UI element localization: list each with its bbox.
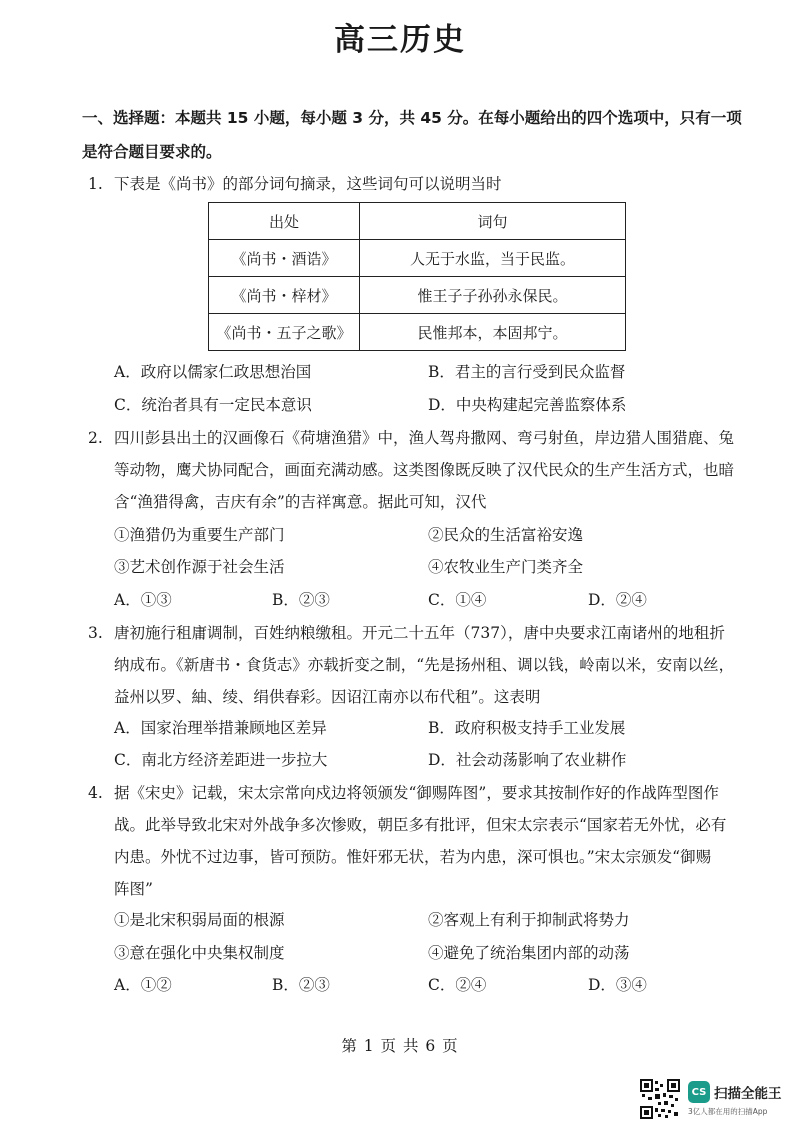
- option-a: A．①③: [114, 591, 172, 609]
- option-b: B．政府积极支持手工业发展: [428, 719, 626, 737]
- page-number: 第 1 页 共 6 页: [341, 1037, 459, 1055]
- page-title: 高三历史: [334, 22, 466, 58]
- statement-item: ④避免了统治集团内部的动荡: [428, 944, 630, 962]
- option-b: B．②③: [272, 976, 330, 994]
- scanner-app-name: 扫描全能王: [714, 1086, 782, 1102]
- option-a: A．①②: [114, 976, 172, 994]
- scanner-tagline: 3亿人都在用的扫描App: [688, 1107, 768, 1116]
- quote-table: [208, 202, 626, 351]
- table-cell: 惟王子子孙孙永保民。: [360, 277, 626, 314]
- table-header: 词句: [360, 203, 626, 240]
- option-a: A．政府以儒家仁政思想治国: [114, 363, 312, 381]
- table-cell: 《尚书・酒诰》: [209, 240, 360, 277]
- statement-item: ①渔猎仍为重要生产部门: [114, 526, 285, 544]
- question-line: 阵图”: [114, 880, 153, 898]
- table-header-row: [209, 203, 626, 240]
- table-row: [209, 240, 626, 277]
- statement-item: ④农牧业生产门类齐全: [428, 558, 584, 576]
- table-row: [209, 277, 626, 314]
- statement-item: ③意在强化中央集权制度: [114, 944, 285, 962]
- option-d: D．②④: [588, 591, 647, 609]
- qr-code-icon: [640, 1079, 680, 1119]
- option-c: C．①④: [428, 591, 487, 609]
- statement-item: ①是北宋积弱局面的根源: [114, 911, 285, 929]
- option-d: D．③④: [588, 976, 647, 994]
- question-line: 含“渔猎得禽，吉庆有余”的吉祥寓意。据此可知，汉代: [114, 493, 487, 511]
- question-line: 战。此举导致北宋对外战争多次惨败，朝臣多有批评，但宋太宗表示“国家若无外忧，必有: [114, 816, 727, 834]
- question-line: 唐初施行租庸调制，百姓纳粮缴租。开元二十五年（737），唐中央要求江南诸州的地租折: [114, 624, 725, 642]
- question-number: 1.: [88, 175, 103, 193]
- question-number: 3.: [88, 624, 103, 642]
- statement-item: ②民众的生活富裕安逸: [428, 526, 584, 544]
- statement-item: ②客观上有利于抑制武将势力: [428, 911, 630, 929]
- question-line: 等动物，鹰犬协同配合，画面充满动感。这类图像既反映了汉代民众的生产生活方式，也暗: [114, 461, 735, 479]
- question-line: 纳成布。《新唐书・食货志》亦载折变之制，“先是扬州租、调以钱，岭南以米，安南以丝，: [114, 656, 735, 674]
- table-cell: 《尚书・梓材》: [209, 277, 360, 314]
- option-c: C．统治者具有一定民本意识: [114, 396, 312, 414]
- question-line: 据《宋史》记载，宋太宗常向戍边将领颁发“御赐阵图”，要求其按制作好的作战阵型图作: [114, 784, 719, 802]
- question-line: 内患。外忧不过边事，皆可预防。惟奸邪无状，若为内患，深可惧也。”宋太宗颁发“御赐: [114, 848, 712, 866]
- option-c: C．南北方经济差距进一步拉大: [114, 751, 328, 769]
- option-d: D．社会动荡影响了农业耕作: [428, 751, 627, 769]
- option-b: B．君主的言行受到民众监督: [428, 363, 626, 381]
- section-heading: 一、选择题：本题共 15 小题，每小题 3 分，共 45 分。在每小题给出的四个选项中，只有一项是符合题目要求的。: [82, 109, 742, 161]
- option-c: C．②④: [428, 976, 487, 994]
- option-b: B．②③: [272, 591, 330, 609]
- question-stem: 下表是《尚书》的部分词句摘录，这些词句可以说明当时: [114, 175, 502, 193]
- question-line: 益州以罗、紬、绫、绢供春彩。因诏江南亦以布代租”。这表明: [114, 688, 541, 706]
- option-a: A．国家治理举措兼顾地区差异: [114, 719, 327, 737]
- table-cell: 人无于水监，当于民监。: [360, 240, 626, 277]
- scanner-logo-icon: CS: [688, 1081, 710, 1103]
- table-cell: 民惟邦本，本固邦宁。: [360, 314, 626, 351]
- question-number: 4.: [88, 784, 103, 802]
- question-number: 2.: [88, 429, 103, 447]
- option-d: D．中央构建起完善监察体系: [428, 396, 627, 414]
- table-header: 出处: [209, 203, 360, 240]
- statement-item: ③艺术创作源于社会生活: [114, 558, 285, 576]
- question-line: 四川彭县出土的汉画像石《荷塘渔猎》中，渔人驾舟撒网、弯弓射鱼，岸边猎人围猎鹿、兔: [114, 429, 735, 447]
- table-cell: 《尚书・五子之歌》: [209, 314, 360, 351]
- table-row: [209, 314, 626, 351]
